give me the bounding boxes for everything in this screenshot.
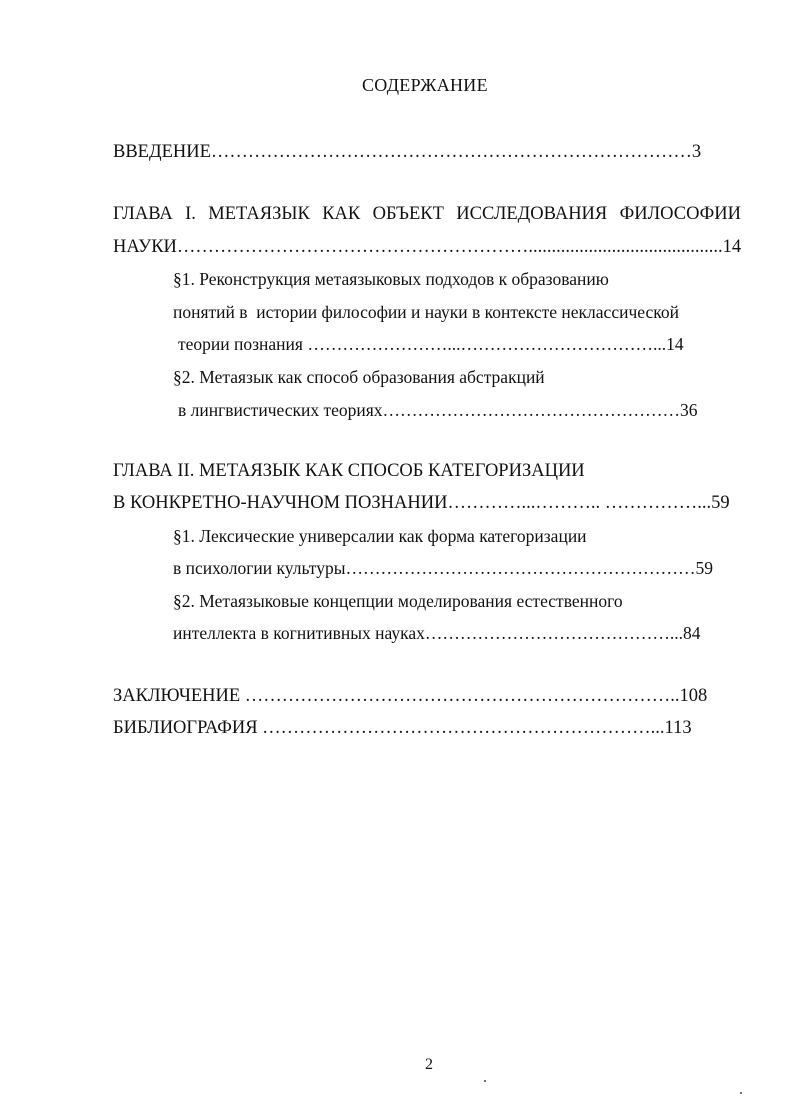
toc-entry-chapter-1-title-continued: НАУКИ…………………………………………………..........................................14 [113,237,742,257]
toc-entry-chapter-1-section-2-continued: в лингвистических теориях……………………………………………36 [178,400,698,420]
toc-entry-chapter-2-title-continued: В КОНКРЕТНО-НАУЧНОМ ПОЗНАНИИ…………...……….. ……………...59 [113,493,730,513]
toc-entry-chapter-2-section-2: §2. Метаязыковые концепции моделирования естественного [173,591,623,611]
toc-entry-chapter-2-section-1-continued: в психологии культуры……………………………………………………59 [173,558,713,578]
toc-entry-chapter-2-section-1: §1. Лексические универсалии как форма категоризации [173,526,587,546]
toc-entry-introduction: ВВЕДЕНИЕ……………………………………………………………………3 [113,142,702,162]
scan-speck [740,1092,742,1094]
toc-entry-chapter-1-title: ГЛАВА I. МЕТАЯЗЫК КАК ОБЪЕКТ ИССЛЕДОВАНИЯ ФИЛОСОФИИ [113,204,741,224]
toc-entry-chapter-1-section-2: §2. Метаязык как способ образования абстракций [173,367,545,387]
page-number: 2 [425,1056,433,1073]
toc-entry-chapter-2-section-2-continued: интеллекта в когнитивных науках……………………………………...84 [173,623,701,643]
page-title: СОДЕРЖАНИЕ [362,75,488,95]
toc-entry-conclusion: ЗАКЛЮЧЕНИЕ ……………………………………………………………..108 [113,686,708,706]
toc-entry-chapter-2-title: ГЛАВА II. МЕТАЯЗЫК КАК СПОСОБ КАТЕГОРИЗАЦИИ [113,461,585,481]
scan-speck [484,1080,486,1082]
toc-entry-chapter-1-section-1-page: теории познания ……………………...……………………………...14 [178,334,684,354]
toc-entry-chapter-1-section-1: §1. Реконструкция метаязыковых подходов к образованию [173,269,609,289]
toc-entry-bibliography: БИБЛИОГРАФИЯ ………………………………………………………...113 [113,718,692,738]
toc-entry-chapter-1-section-1-continued: понятий в истории философии и науки в контексте неклассической [173,302,679,322]
